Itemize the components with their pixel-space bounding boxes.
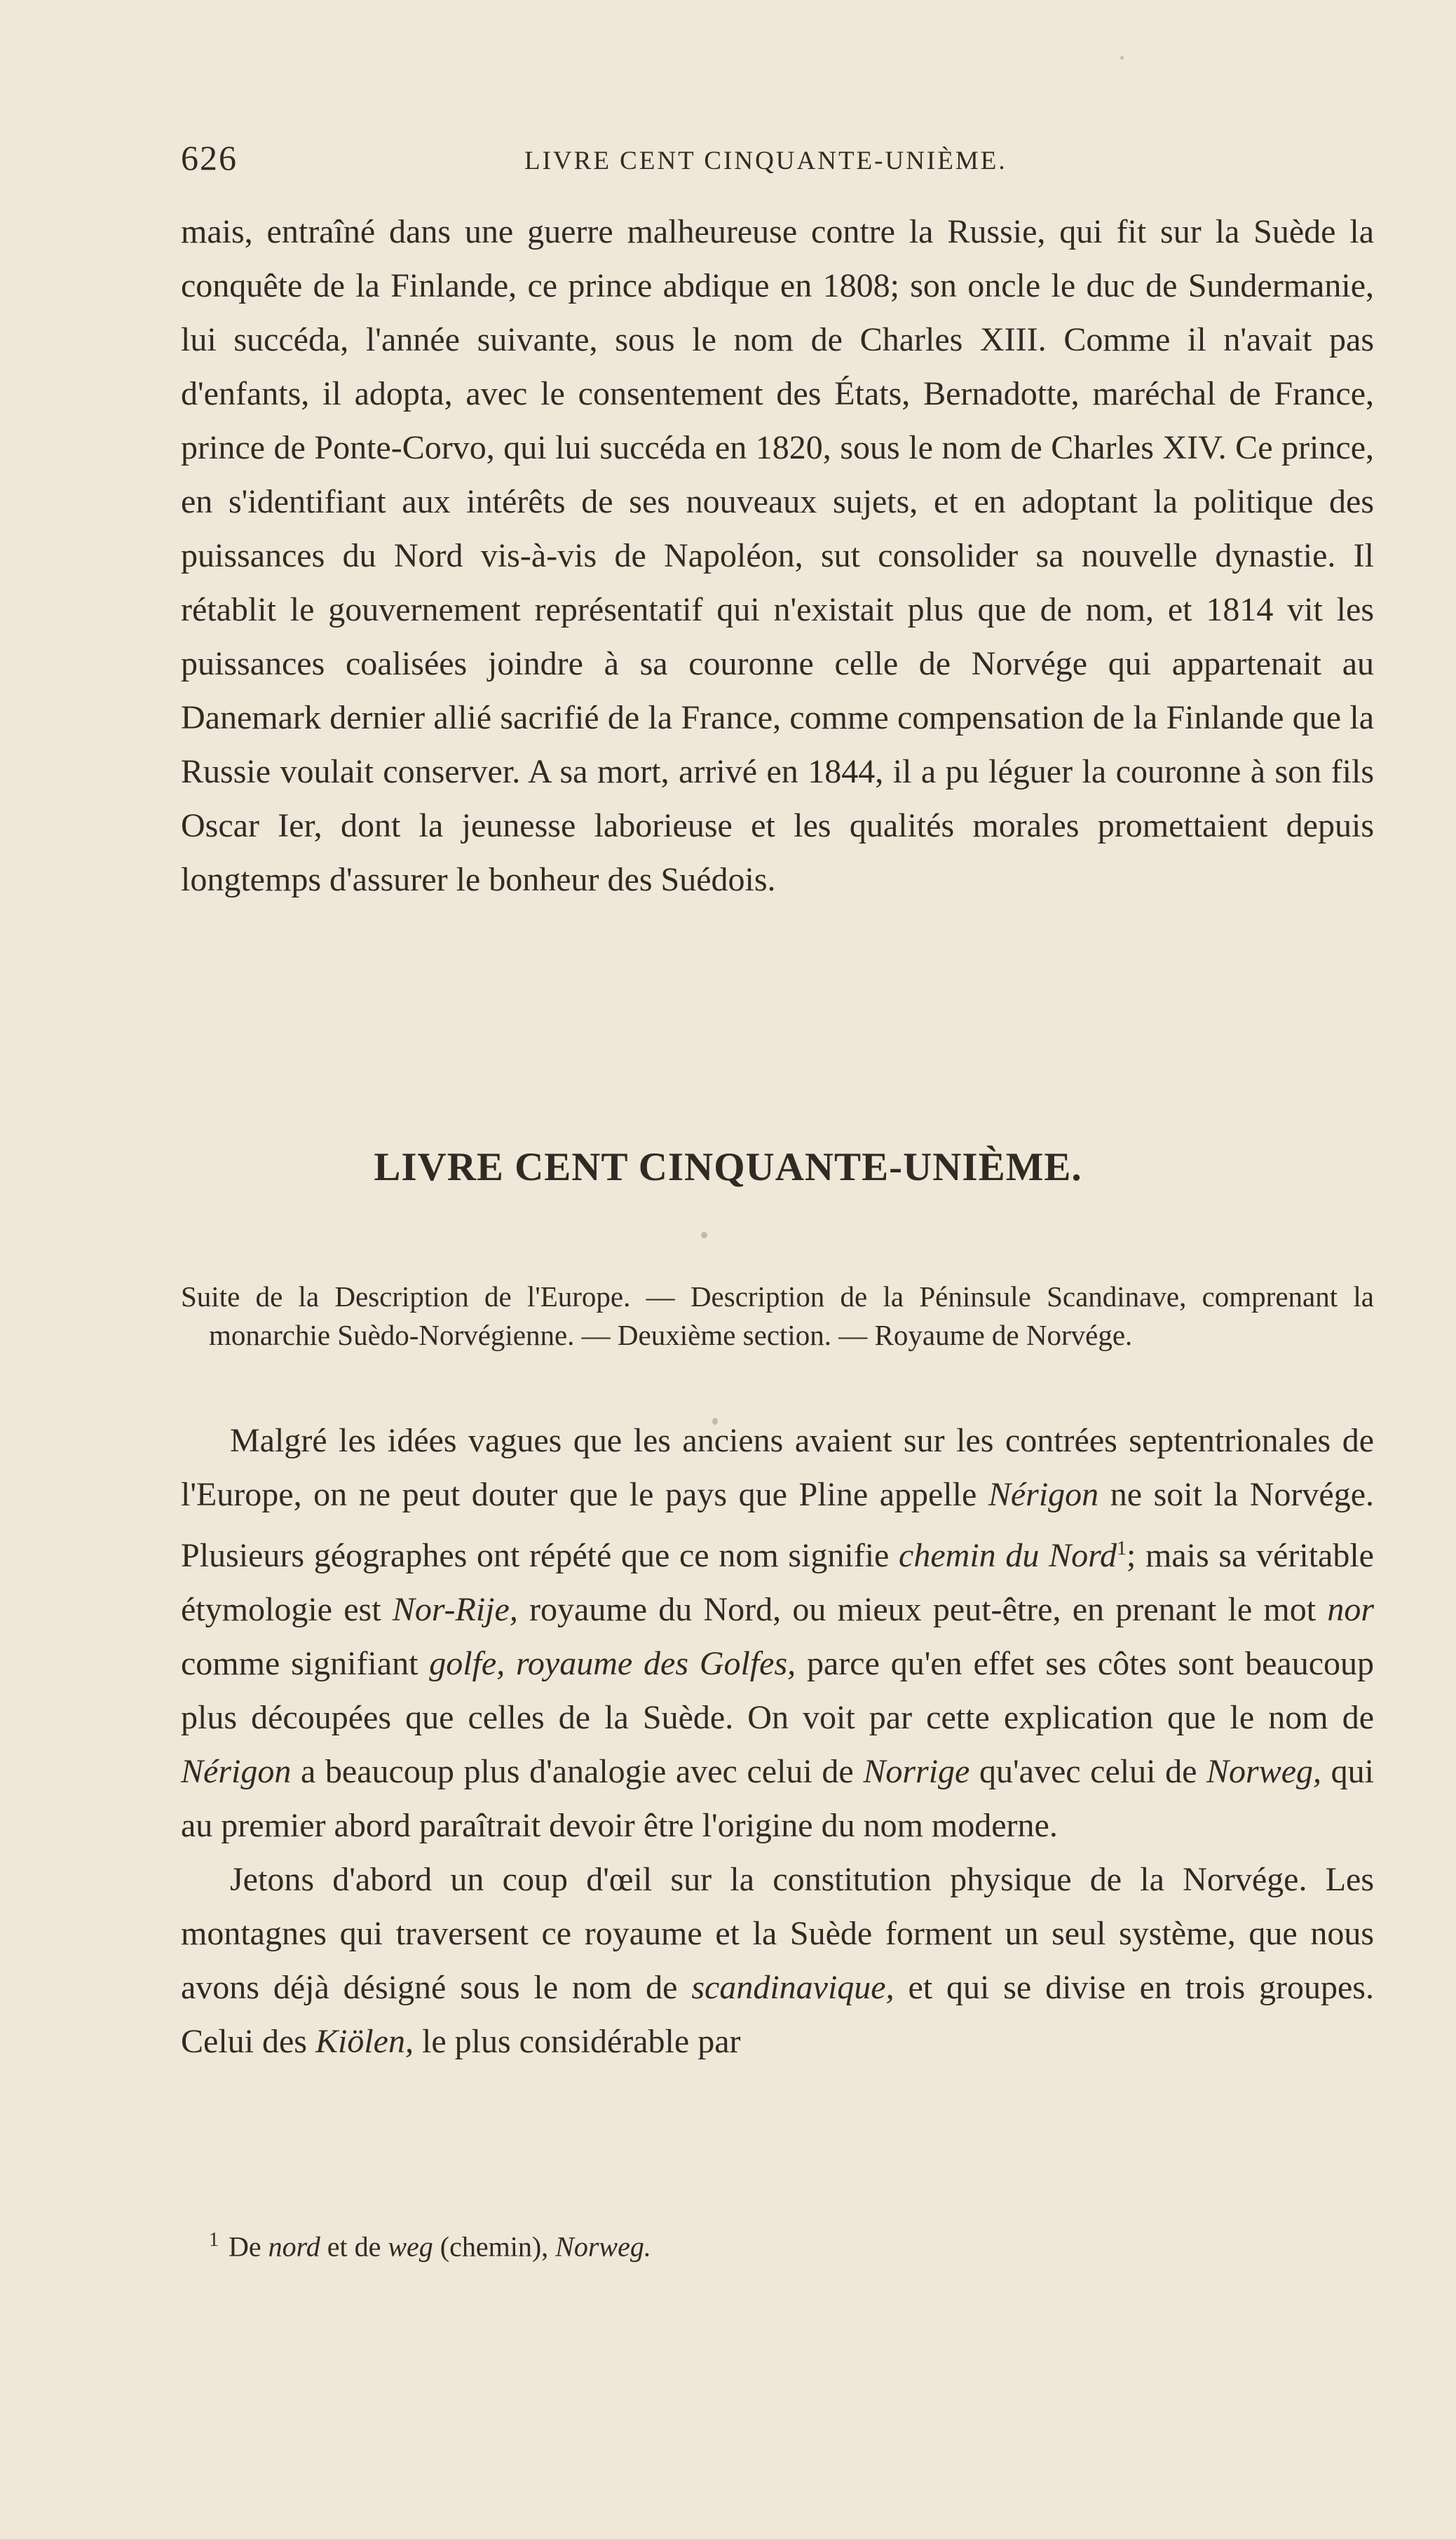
footnote-mark: 1 [209,2229,219,2251]
paragraph-1: Malgré les idées vagues que les anciens avaient sur les contrées septentrionales de l'Europe, on ne peut douter que le pays que Pline appelle Nérigon ne soit la Norvége. Plusieurs géographes ont répété que ce nom signifie chemin du Nord$^1$; mais sa véritable étymologie est Nor-Rije, royaume du Nord, ou mieux peut-être, en prenant le mot nor comme signifiant golfe, royaume des Golfes, parce qu'en effet ses côtes sont beaucoup plus découpées que celles de la Suède. On voit par cette explication que le nom de Nérigon a beaucoup plus d'analogie avec celui de Norrige qu'avec celui de Norweg, qui au premier abord paraîtrait devoir être l'origine du nom moderne. [181,1422,1375,1844]
chapter-summary: Suite de la Description de l'Europe. — Description de la Péninsule Scandinave, comprenant la monarchie Suèdo-Norvégienne. — Deuxième section. — Royaume de Norvége. [181,1280,1374,1351]
intro-paragraph: mais, entraîné dans une guerre malheureuse contre la Russie, qui fit sur la Suède la conquête de la Finlande, ce prince abdique en 1808; son oncle le duc de Sundermanie, lui succéda, l'année suivante, sous le nom de Charles XIII. Comme il n'avait pas d'enfants, il adopta, avec le consentement des États, Bernadotte, maréchal de France, prince de Ponte-Corvo, qui lui succéda en 1820, sous le nom de Charles XIV. Ce prince, en s'identifiant aux intérêts de ses nouveaux sujets, et en adoptant la politique des puissances du Nord vis-à-vis de Napoléon, sut consolider sa nouvelle dynastie. Il rétablit le gouvernement représentatif qui n'existait plus que de nom, et 1814 vit les puissances coalisées joindre à sa couronne celle de Norvége qui appartenait au Danemark dernier allié sacrifié de la France, comme compensation de la Finlande que la Russie voulait conserver. A sa mort, arrivé en 1844, il a pu léguer la couronne à son fils Oscar Ier, dont la jeunesse laborieuse et les qualités morales promettaient depuis longtemps d'assurer le bonheur des Suédois. [181,213,1374,898]
main-text-block [181,1414,1374,2069]
footnote: $^1$ De nord et de weg (chemin), Norweg. [209,2229,651,2263]
paper-speck [701,1232,707,1238]
page-number: 626 [181,138,238,177]
running-title: LIVRE CENT CINQUANTE-UNIÈME. [524,147,1007,175]
paper-speck [1120,56,1124,60]
book-title: LIVRE CENT CINQUANTE-UNIÈME. [374,1145,1082,1189]
running-head [181,137,1374,180]
paper-speck [712,1418,718,1425]
intro-text-block [181,205,1374,907]
paragraph-2: Jetons d'abord un coup d'œil sur la constitution physique de la Norvége. Les montagnes qui traversent ce royaume et la Suède forment un seul système, que nous avons déjà désigné sous le nom de scandinavique, et qui se divise en trois groupes. Celui des Kiölen, le plus considérable par [181,1861,1374,2060]
footnote-reference: 1 [1116,1538,1127,1559]
